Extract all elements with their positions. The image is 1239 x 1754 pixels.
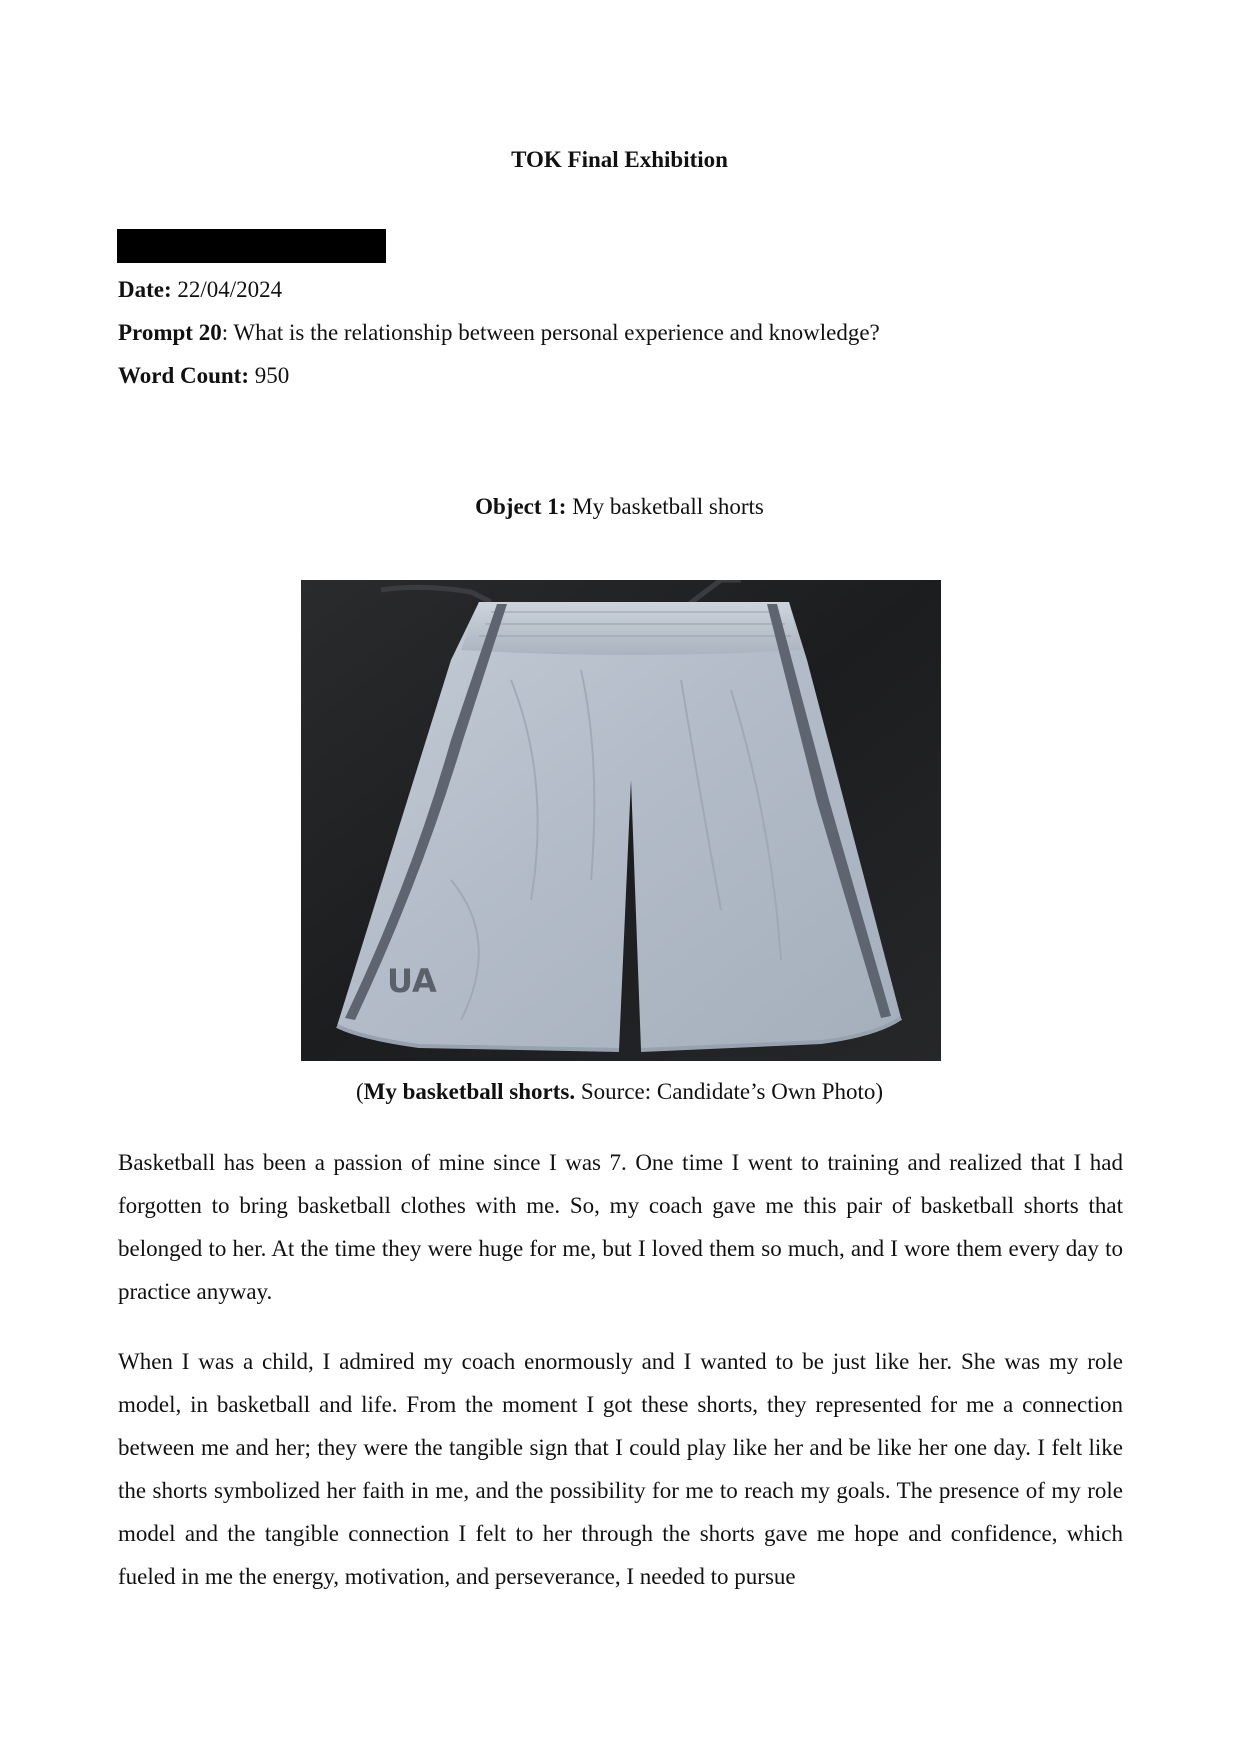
- prompt-line: [118, 320, 880, 346]
- word-count-line: [118, 363, 289, 389]
- object-heading-label: Object 1:: [475, 494, 567, 519]
- prompt-text: : What is the relationship between personal experience and knowledge?: [221, 320, 880, 345]
- waistband: [461, 602, 801, 655]
- caption-open: (: [355, 1079, 364, 1104]
- redacted-name-block: [117, 229, 386, 263]
- date-label: Date:: [118, 277, 172, 302]
- word-count-value: 950: [254, 363, 290, 388]
- body-paragraph: When I was a child, I admired my coach enormously and I wanted to be just like her. She was my role model, in basketball and life. From the moment I got these shorts, they represented for me a connection between me and her; they were the tangible sign that I could play like her and be like her one day. I felt like the shorts symbolized her faith in me, and the possibility for me to reach my goals. The presence of my role model and the tangible connection I felt to her through the shorts gave me hope and confidence, which fueled in me the energy, motivation, and perseverance, I needed to pursue: [118, 1349, 1123, 1589]
- object-heading: [0, 494, 1239, 520]
- date-value: 22/04/2024: [177, 277, 283, 302]
- brand-logo: UA: [387, 962, 437, 1000]
- basketball-shorts-photo: [301, 580, 941, 1061]
- caption-bold: My basketball shorts.: [363, 1079, 576, 1104]
- photo-caption: [0, 1079, 1239, 1105]
- page-title: TOK Final Exhibition: [511, 147, 728, 172]
- object-heading-text: My basketball shorts: [572, 494, 764, 519]
- prompt-label: Prompt 20: [118, 320, 222, 345]
- caption-rest: Source: Candidate’s Own Photo): [575, 1079, 884, 1104]
- body-paragraph: Basketball has been a passion of mine since I was 7. One time I went to training and realized that I had forgotten to bring basketball clothes with me. So, my coach gave me this pair of basketball shorts that belonged to her. At the time they were huge for me, but I loved them so much, and I wore them every day to practice anyway.: [118, 1150, 1123, 1304]
- date-line: [118, 277, 282, 303]
- word-count-label: Word Count:: [118, 363, 249, 388]
